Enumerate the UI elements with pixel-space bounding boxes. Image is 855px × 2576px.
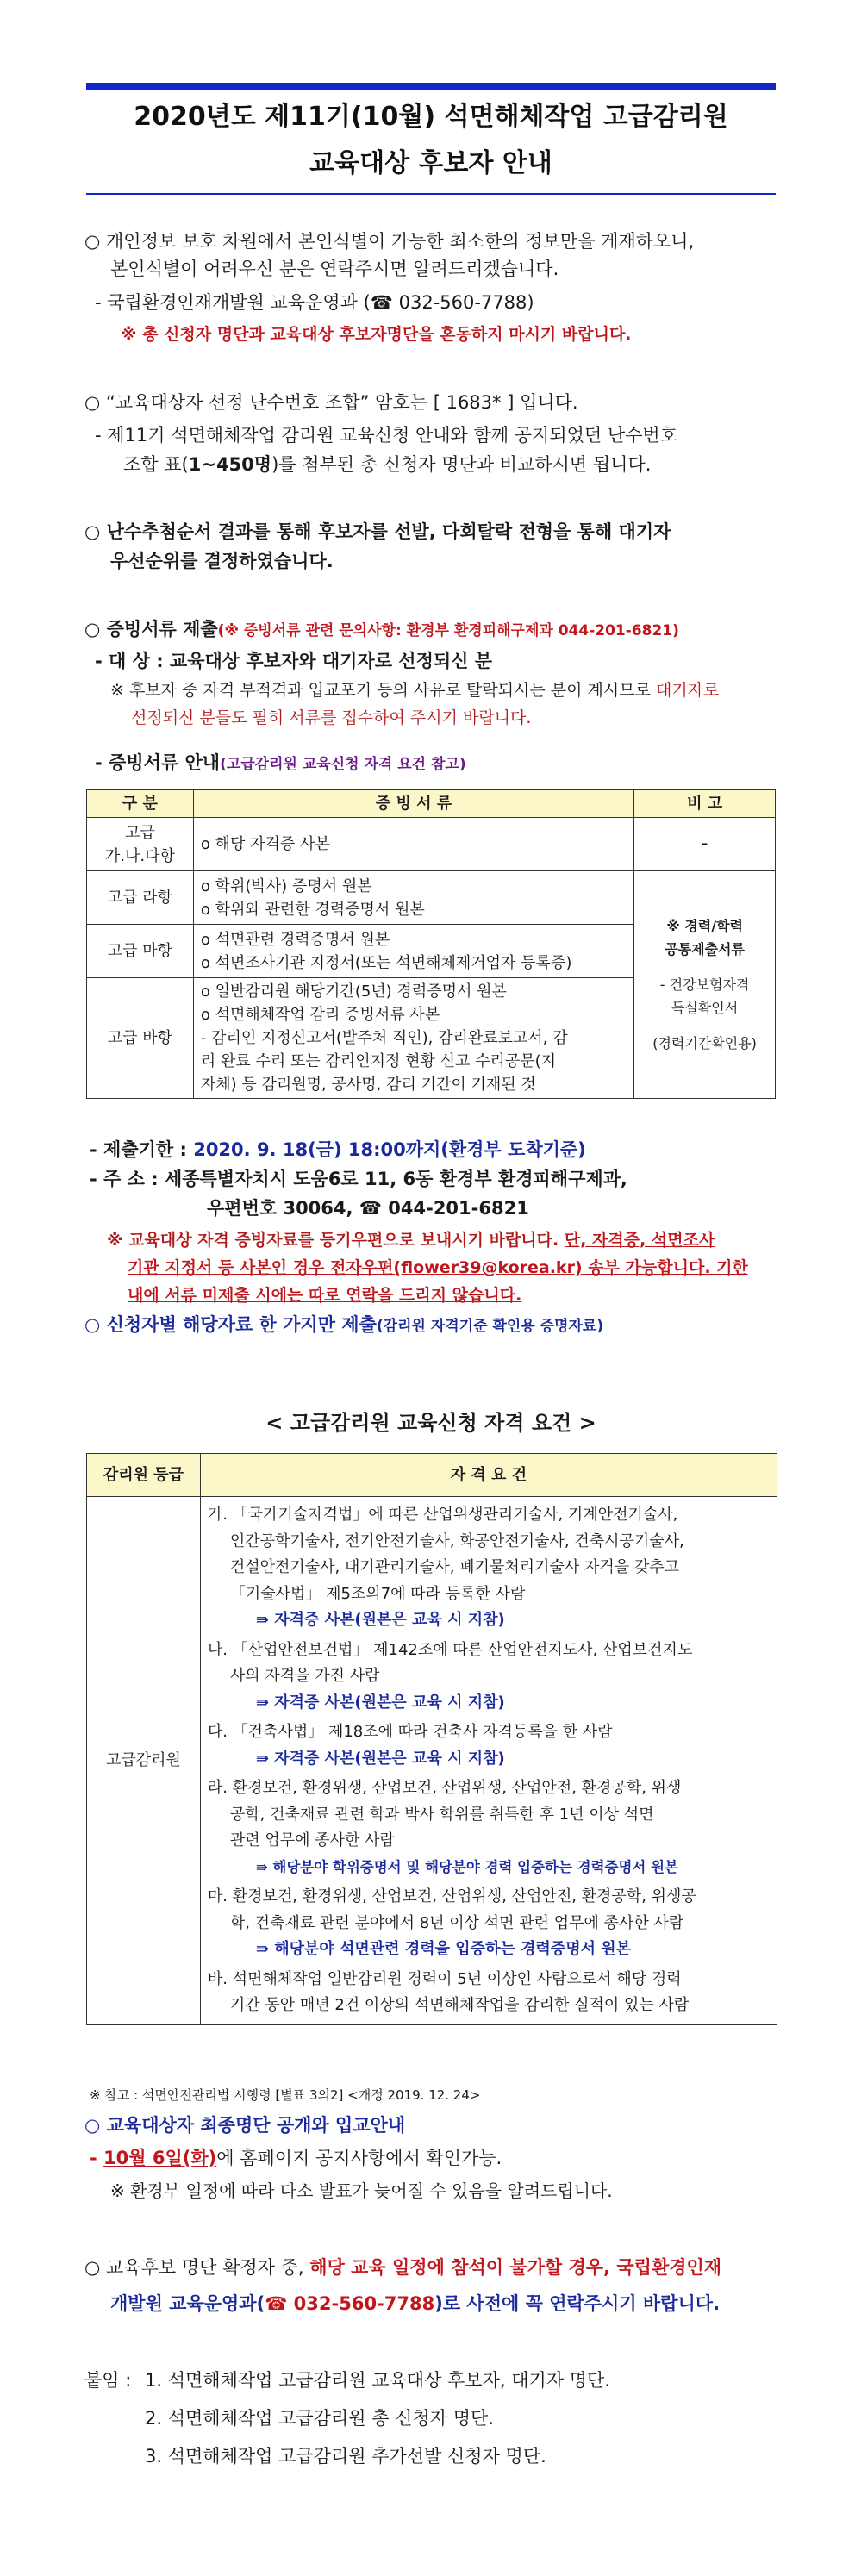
bottom-blue-rule (86, 193, 776, 195)
schedule-note: ※ 환경부 일정에 따라 다소 발표가 늦어질 수 있음을 알려드립니다. (110, 2180, 613, 2201)
password-detail-line: 조합 표(1~450명)를 첨부된 총 신청자 명단과 비교하시면 됩니다. (123, 454, 652, 475)
requirement-text: 나. 「산업안전보건법」 제142조에 따른 산업안전지도사, 산업보건지도 (207, 1640, 693, 1659)
requirement-text: 바. 석면해체작업 일반감리원 경력이 5년 이상인 사람으로서 해당 경력 (207, 1969, 682, 1988)
common-docs-note: - 건강보험자격 (659, 976, 750, 993)
attachment-label: 붙임 : (84, 2370, 132, 2391)
documents-cell (193, 925, 633, 978)
requirement-text: 마. 환경보건, 환경위생, 산업보건, 산업위생, 산업안전, 환경공학, 위생공 (207, 1887, 696, 1905)
mail-warning: 내에 서류 미제출 시에는 따로 연락을 드리지 않습니다. (128, 1286, 522, 1305)
requirement-text: 인간공학기술사, 전기안전기술사, 화공안전기술사, 건축시공기술사, (229, 1531, 684, 1550)
document-item: o 일반감리원 해당기간(5년) 경력증명서 원본 (200, 982, 507, 1001)
deadline-line: - 제출기한 : 2020. 9. 18(금) 18:00까지(환경부 도착기준) (90, 1139, 586, 1160)
document-item: o 석면관련 경력증명서 원본 (200, 930, 390, 949)
requirement-item (208, 1637, 770, 1717)
required-doc-arrow: ⇛ 자격증 사본(원본은 교육 시 지참) (255, 1749, 505, 1768)
page-subtitle: 교육대상 후보자 안내 (309, 148, 552, 178)
address-line: 우편번호 30064, ☎ 044-201-6821 (207, 1198, 529, 1219)
requirement-text: 사의 자격을 가진 사람 (229, 1667, 380, 1685)
final-list-heading: ○ 교육대상자 최종명단 공개와 입교안내 (84, 2115, 406, 2136)
document-item: o 학위(박사) 증명서 원본 (200, 876, 372, 895)
requirement-text: 라. 환경보건, 환경위생, 산업보건, 산업위생, 산업안전, 환경공학, 위생 (207, 1779, 682, 1797)
requirement-text: 공학, 건축재료 관련 학과 박사 학위를 취득한 후 1년 이상 석면 (229, 1805, 654, 1824)
documents-cell: o 해당 자격증 사본 (193, 818, 633, 871)
top-blue-rule (86, 83, 776, 90)
requirement-item (208, 1884, 770, 1963)
col-header-documents: 증 빙 서 류 (193, 790, 633, 818)
requirement-text: 「기술사법」 제5조의7에 따라 등록한 사람 (229, 1584, 526, 1603)
col-header-category: 구 분 (87, 790, 194, 818)
col-header-requirements: 자 격 요 건 (200, 1454, 777, 1497)
requirement-text: 가. 「국가기술자격법」에 따른 산업위생관리기술사, 기계안전기술사, (207, 1506, 678, 1524)
single-doc-notice: ○ 신청자별 해당자료 한 가지만 제출(감리원 자격기준 확인용 증명자료) (84, 1314, 604, 1335)
legal-reference-note: ※ 참고 : 석면안전관리법 시행령 [별표 3의2] <개정 2019. 12. 24> (90, 2087, 481, 2103)
common-docs-cell (634, 871, 776, 1099)
common-docs-note: (경력기간확인용) (652, 1035, 757, 1051)
final-list-date: - 10월 6일(화)에 홈페이지 공지사항에서 확인가능. (90, 2148, 502, 2168)
requirements-cell (200, 1497, 777, 2025)
requirement-item (208, 1967, 770, 2019)
col-header-grade: 감리원 등급 (87, 1454, 201, 1497)
target-line: - 대 상 : 교육대상 후보자와 대기자로 선정되신 분 (95, 651, 493, 671)
required-doc-arrow: ⇛ 해당분야 석면관련 경력을 입증하는 경력증명서 원본 (255, 1940, 632, 1958)
qualification-table (86, 1453, 777, 2025)
documents-cell (193, 978, 633, 1099)
attachment-item: 1. 석면해체작업 고급감리원 교육대상 후보자, 대기자 명단. (145, 2370, 611, 2391)
attachment-item: 3. 석면해체작업 고급감리원 추가선발 신청자 명단. (145, 2446, 546, 2467)
grade-cell: 고급 가.나.다항 (87, 818, 194, 871)
contact-notice: 개발원 교육운영과(☎ 032-560-7788)로 사전에 꼭 연락주시기 바랍니다. (110, 2293, 721, 2314)
documents-guide-line: - 증빙서류 안내(고급감리원 교육신청 자격 요건 참고) (95, 752, 466, 773)
selection-notice-line: 우선순위를 결정하였습니다. (110, 551, 334, 571)
documents-heading: ○ 증빙서류 제출(※ 증빙서류 관련 문의사항: 환경부 환경피해구제과 044-201-6821) (84, 619, 679, 639)
requirement-item (208, 1775, 770, 1881)
document-item: 리 완료 수리 또는 감리인지정 현황 신고 수리공문(지 (200, 1052, 557, 1070)
table-header-row (87, 1454, 777, 1497)
requirement-text: 관련 업무에 종사한 사람 (229, 1831, 395, 1849)
requirement-text: 학, 건축재료 관련 분야에서 8년 이상 석면 관련 업무에 종사한 사람 (229, 1913, 684, 1932)
password-notice: ○ “교육대상자 선정 난수번호 조합” 암호는 [ 1683* ] 입니다. (84, 392, 578, 413)
address-line: - 주 소 : 세종특별자치시 도움6로 11, 6동 환경부 환경피해구제과, (90, 1169, 627, 1189)
required-doc-arrow: ⇛ 자격증 사본(원본은 교육 시 지참) (255, 1693, 505, 1712)
common-docs-note: ※ 경력/학력 (666, 918, 743, 934)
document-item: o 석면조사기관 지정서(또는 석면해체제거업자 등록증) (200, 953, 572, 972)
grade-cell: 고급 라항 (87, 871, 194, 925)
table-row (87, 818, 776, 871)
documents-cell (193, 871, 633, 925)
requirement-item (208, 1502, 770, 1634)
waitlist-note: 선정되신 분들도 필히 서류를 접수하여 주시기 바랍니다. (131, 708, 532, 727)
table-header-row (87, 790, 776, 818)
password-detail-line: - 제11기 석면해체작업 감리원 교육신청 안내와 함께 공지되었던 난수번호 (95, 425, 677, 446)
attachment-item: 2. 석면해체작업 고급감리원 총 신청자 명단. (145, 2408, 494, 2429)
table-row (87, 871, 776, 925)
document-item: - 감리인 지정신고서(발주처 직인), 감리완료보고서, 감 (200, 1029, 568, 1047)
qualification-heading: < 고급감리원 교육신청 자격 요건 > (265, 1411, 596, 1435)
mail-warning: ※ 교육대상 자격 증빙자료를 등기우편으로 보내시기 바랍니다. 단, 자격증, 석면조사 (107, 1231, 715, 1250)
mail-warning: 기관 지정서 등 사본인 경우 전자우편(flower39@korea.kr) 송부 가능합니다. 기한 (128, 1258, 748, 1277)
page-title: 2020년도 제11기(10월) 석면해체작업 고급감리원 (134, 102, 728, 132)
document-item: 자체) 등 감리원명, 공사명, 감리 기간이 기재된 것 (200, 1076, 536, 1094)
contact-line: - 국립환경인재개발원 교육운영과 (☎ 032-560-7788) (95, 292, 534, 313)
grade-cell: 고급 바항 (87, 978, 194, 1099)
grade-cell: 고급 마항 (87, 925, 194, 978)
remarks-cell: - (634, 818, 776, 871)
document-item: o 석면해체작업 감리 증빙서류 사본 (200, 1006, 440, 1024)
documents-table (86, 789, 776, 1099)
privacy-notice-line: ○ 개인정보 보호 차원에서 본인식별이 가능한 최소한의 정보만을 게재하오니, (84, 231, 695, 252)
common-docs-note: 공통제출서류 (665, 941, 745, 957)
requirement-text: 건설안전기술사, 대기관리기술사, 폐기물처리기술사 자격을 갖추고 (229, 1558, 680, 1576)
requirement-text: 기간 동안 매년 2건 이상의 석면해체작업을 감리한 실적이 있는 사람 (229, 1996, 690, 2014)
waitlist-note: ※ 후보자 중 자격 부적격과 입교포기 등의 사유로 탈락되시는 분이 계시므로 대기자로 (110, 681, 720, 700)
selection-notice-line: ○ 난수추첨순서 결과를 통해 후보자를 선발, 다회탈락 전형을 통해 대기자 (84, 521, 671, 542)
col-header-remarks: 비 고 (634, 790, 776, 818)
warning-line: ※ 총 신청자 명단과 교육대상 후보자명단을 혼동하지 마시기 바랍니다. (121, 325, 632, 344)
grade-cell: 고급감리원 (87, 1497, 201, 2025)
requirement-item (208, 1719, 770, 1772)
table-row (87, 1497, 777, 2025)
privacy-notice-line: 본인식별이 어려우신 분은 연락주시면 알려드리겠습니다. (110, 259, 559, 279)
document-item: o 학위와 관련한 경력증명서 원본 (200, 900, 425, 919)
required-doc-arrow: ⇛ 자격증 사본(원본은 교육 시 지참) (255, 1611, 505, 1629)
requirement-text: 다. 「건축사법」 제18조에 따라 건축사 자격등록을 한 사람 (207, 1723, 613, 1741)
required-doc-arrow: ⇛ 해당분야 학위증명서 및 해당분야 경력 입증하는 경력증명서 원본 (255, 1858, 678, 1875)
common-docs-note: 득실확인서 (671, 1000, 739, 1016)
contact-notice: ○ 교육후보 명단 확정자 중, 해당 교육 일정에 참석이 불가할 경우, 국립환경인재 (84, 2257, 722, 2278)
